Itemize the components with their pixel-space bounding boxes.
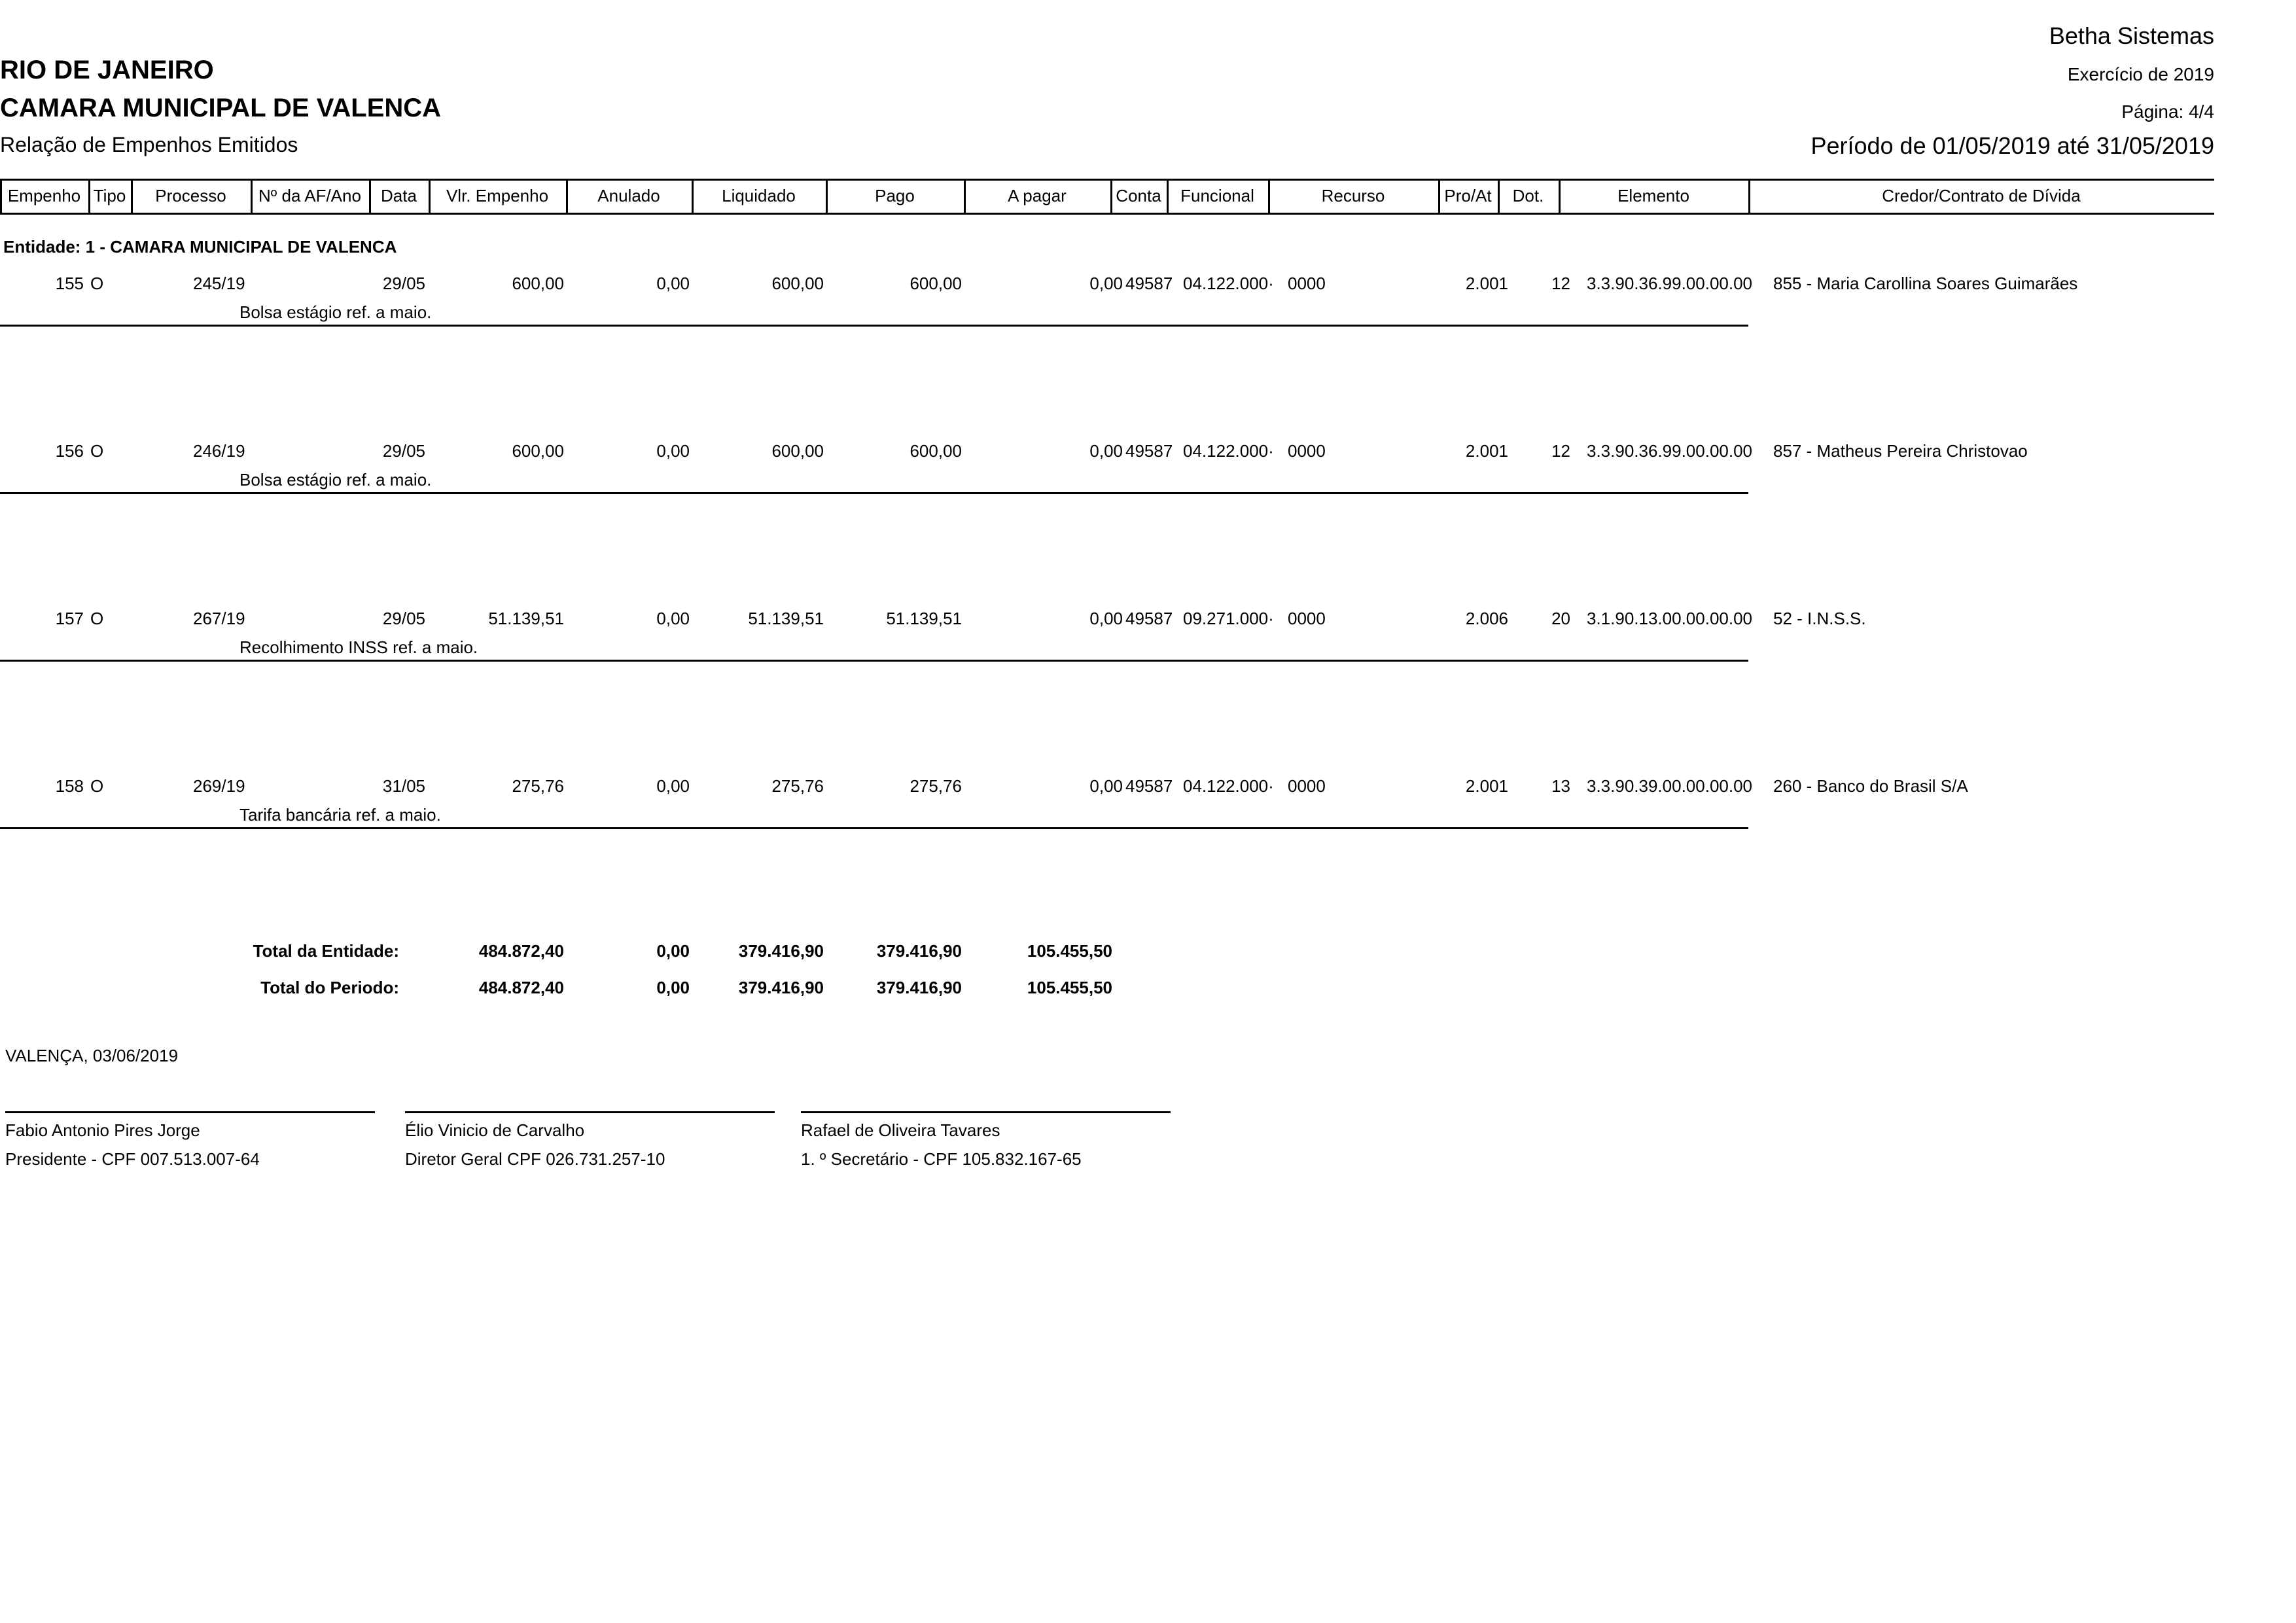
cell-funcional: 09.271.000· (1183, 609, 1274, 628)
column-header: Conta (1116, 186, 1161, 205)
total-label: Total da Entidade: (253, 941, 399, 961)
cell-tipo: O (90, 274, 104, 293)
header-bottom-rule (0, 213, 2214, 215)
total-anulado: 0,00 (656, 978, 690, 997)
exercicio-label: Exercício de 2019 (2067, 64, 2214, 84)
cell-empenho: 158 (55, 776, 84, 796)
company-name: Betha Sistemas (2049, 22, 2214, 49)
total-pago: 379.416,90 (876, 978, 962, 997)
signature-line (5, 1111, 375, 1113)
cell-vlr: 600,00 (512, 441, 564, 461)
cell-recurso: 0000 (1288, 441, 1326, 461)
cell-credor: 260 - Banco do Brasil S/A (1773, 776, 1968, 796)
cell-data: 29/05 (382, 274, 425, 293)
cell-processo: 245/19 (193, 274, 245, 293)
cell-processo: 246/19 (193, 441, 245, 461)
cell-proat: 2.001 (1465, 441, 1508, 461)
column-header: Data (381, 186, 417, 205)
signer-name: Élio Vinicio de Carvalho (405, 1120, 585, 1140)
cell-tipo: O (90, 609, 104, 628)
signer-role: 1. º Secretário - CPF 105.832.167-65 (801, 1149, 1082, 1169)
cell-processo: 267/19 (193, 609, 245, 628)
total-pago: 379.416,90 (876, 941, 962, 961)
cell-data: 29/05 (382, 441, 425, 461)
header-top-rule (0, 179, 2214, 181)
period-label: Período de 01/05/2019 até 31/05/2019 (1810, 132, 2214, 159)
column-header: Funcional (1180, 186, 1254, 205)
cell-pago: 51.139,51 (886, 609, 962, 628)
column-header: Pago (875, 186, 915, 205)
column-header: Dot. (1512, 186, 1544, 205)
place-date: VALENÇA, 03/06/2019 (5, 1046, 179, 1065)
cell-liquidado: 275,76 (771, 776, 824, 796)
cell-data: 31/05 (382, 776, 425, 796)
cell-empenho: 156 (55, 441, 84, 461)
cell-liquidado: 51.139,51 (748, 609, 824, 628)
row-divider (0, 660, 1748, 662)
page-number: Página: 4/4 (2121, 101, 2214, 122)
row-divider (0, 325, 1748, 327)
column-header: Liquidado (722, 186, 796, 205)
cell-pago: 275,76 (910, 776, 962, 796)
signature-line (405, 1111, 775, 1113)
cell-credor: 52 - I.N.S.S. (1773, 609, 1866, 628)
signature-line (801, 1111, 1171, 1113)
cell-liquidado: 600,00 (771, 274, 824, 293)
cell-vlr: 51.139,51 (488, 609, 564, 628)
total-liquidado: 379.416,90 (738, 978, 824, 997)
cell-funcional: 04.122.000· (1183, 274, 1274, 293)
cell-elemento: 3.1.90.13.00.00.00.00 (1587, 609, 1753, 628)
signer-name: Fabio Antonio Pires Jorge (5, 1120, 200, 1140)
signer-role: Diretor Geral CPF 026.731.257-10 (405, 1149, 665, 1169)
column-header: Tipo (93, 186, 126, 205)
cell-conta: 49587 (1125, 776, 1173, 796)
total-vlr: 484.872,40 (478, 978, 564, 997)
column-header: Credor/Contrato de Dívida (1882, 186, 2081, 205)
column-header: A pagar (1008, 186, 1067, 205)
cell-proat: 2.006 (1465, 609, 1508, 628)
total-label: Total do Periodo: (260, 978, 399, 997)
cell-processo: 269/19 (193, 776, 245, 796)
cell-liquidado: 600,00 (771, 441, 824, 461)
row-description: Recolhimento INSS ref. a maio. (239, 637, 478, 657)
cell-anulado: 0,00 (656, 609, 690, 628)
cell-vlr: 600,00 (512, 274, 564, 293)
row-description: Bolsa estágio ref. a maio. (239, 470, 432, 490)
cell-vlr: 275,76 (512, 776, 564, 796)
cell-elemento: 3.3.90.36.99.00.00.00 (1587, 274, 1753, 293)
cell-apagar: 0,00 (1089, 441, 1123, 461)
cell-dot: 20 (1551, 609, 1570, 628)
cell-empenho: 157 (55, 609, 84, 628)
cell-data: 29/05 (382, 609, 425, 628)
cell-credor: 857 - Matheus Pereira Christovao (1773, 441, 2028, 461)
cell-recurso: 0000 (1288, 609, 1326, 628)
cell-dot: 13 (1551, 776, 1570, 796)
total-apagar: 105.455,50 (1027, 941, 1112, 961)
cell-dot: 12 (1551, 274, 1570, 293)
cell-proat: 2.001 (1465, 776, 1508, 796)
cell-pago: 600,00 (910, 441, 962, 461)
report-title: Relação de Empenhos Emitidos (0, 133, 298, 156)
cell-proat: 2.001 (1465, 274, 1508, 293)
cell-conta: 49587 (1125, 441, 1173, 461)
cell-elemento: 3.3.90.36.99.00.00.00 (1587, 441, 1753, 461)
cell-anulado: 0,00 (656, 274, 690, 293)
column-header: Anulado (597, 186, 660, 205)
signer-name: Rafael de Oliveira Tavares (801, 1120, 1000, 1140)
cell-empenho: 155 (55, 274, 84, 293)
cell-anulado: 0,00 (656, 776, 690, 796)
cell-recurso: 0000 (1288, 776, 1326, 796)
total-vlr: 484.872,40 (478, 941, 564, 961)
column-header: Vlr. Empenho (446, 186, 549, 205)
row-divider (0, 492, 1748, 494)
cell-pago: 600,00 (910, 274, 962, 293)
cell-funcional: 04.122.000· (1183, 776, 1274, 796)
cell-apagar: 0,00 (1089, 609, 1123, 628)
cell-tipo: O (90, 441, 104, 461)
state-title: RIO DE JANEIRO (0, 56, 214, 84)
cell-conta: 49587 (1125, 609, 1173, 628)
cell-apagar: 0,00 (1089, 274, 1123, 293)
cell-tipo: O (90, 776, 104, 796)
column-header: Empenho (7, 186, 81, 205)
signer-role: Presidente - CPF 007.513.007-64 (5, 1149, 260, 1169)
cell-elemento: 3.3.90.39.00.00.00.00 (1587, 776, 1753, 796)
entity-section-label: Entidade: 1 - CAMARA MUNICIPAL DE VALENCA (3, 237, 397, 257)
column-header: Pro/At (1444, 186, 1492, 205)
row-description: Tarifa bancária ref. a maio. (239, 805, 441, 825)
column-header: Nº da AF/Ano (258, 186, 361, 205)
column-header: Processo (155, 186, 226, 205)
cell-recurso: 0000 (1288, 274, 1326, 293)
total-anulado: 0,00 (656, 941, 690, 961)
cell-dot: 12 (1551, 441, 1570, 461)
row-description: Bolsa estágio ref. a maio. (239, 302, 432, 322)
row-divider (0, 827, 1748, 829)
cell-anulado: 0,00 (656, 441, 690, 461)
total-liquidado: 379.416,90 (738, 941, 824, 961)
cell-conta: 49587 (1125, 274, 1173, 293)
total-apagar: 105.455,50 (1027, 978, 1112, 997)
cell-funcional: 04.122.000· (1183, 441, 1274, 461)
cell-credor: 855 - Maria Carollina Soares Guimarães (1773, 274, 2078, 293)
column-header: Elemento (1617, 186, 1689, 205)
cell-apagar: 0,00 (1089, 776, 1123, 796)
column-header: Recurso (1321, 186, 1385, 205)
entity-title: CAMARA MUNICIPAL DE VALENCA (0, 94, 442, 122)
